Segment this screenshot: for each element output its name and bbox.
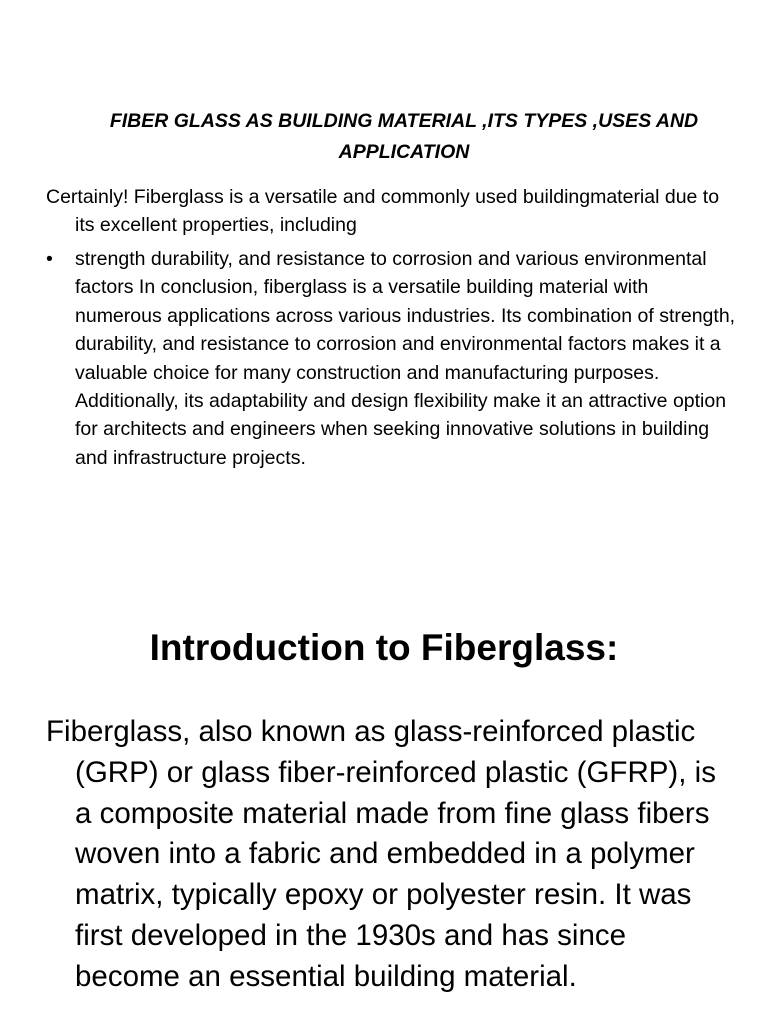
bullet-icon: • [46, 248, 53, 270]
body-paragraph: Fiberglass, also known as glass-reinforced plastic (GRP) or glass fiber-reinforced plastic (GFRP), is a composite material made from fine glass fibers woven into a fabric and embedded in a polymer matrix, typically epoxy or polyester resin. It was first developed in the 1930s and has since become an essential building material. [46, 715, 716, 993]
slide-2 [0, 560, 768, 1024]
intro-paragraph: Certainly! Fiberglass is a versatile and commonly used buildingmaterial due to its excellent properties, including [46, 186, 720, 236]
bullet-item [46, 245, 736, 472]
document-title: FIBER GLASS AS BUILDING MATERIAL ,ITS TYPES ,USES AND APPLICATION [109, 110, 699, 163]
bullet-text: strength durability, and resistance to corrosion and various environmental factors In conclusion, fiberglass is a versatile building material with numerous applications across various industries. Its combination of strength, durability, and resistance to corrosion and environmental factors makes it a valuable choice for many construction and manufacturing purposes. Additionally, its adaptability and design flexibility make it an attractive option for architects and engineers when seeking innovative solutions in building and infrastructure projects. [75, 248, 736, 469]
section-heading: Introduction to Fiberglass: [149, 627, 619, 668]
